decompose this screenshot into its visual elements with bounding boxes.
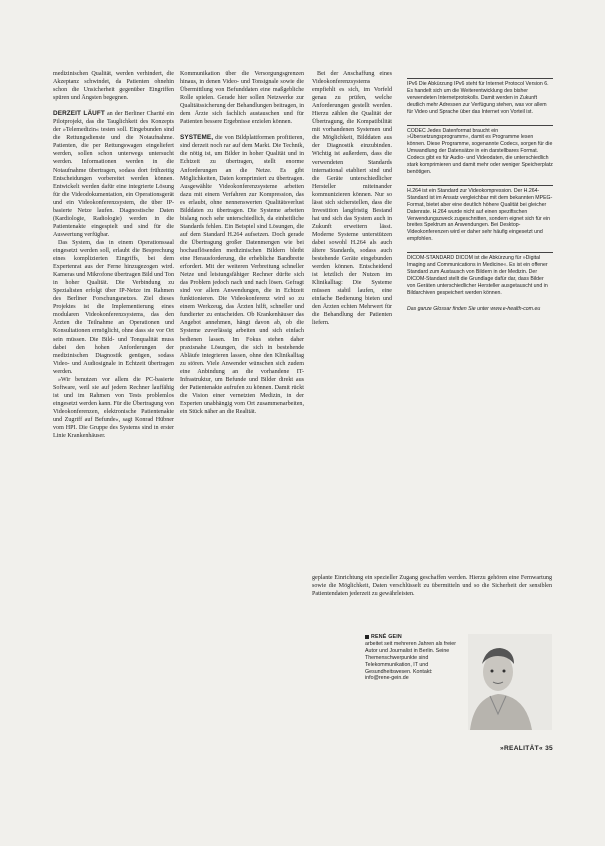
glossary-entry xyxy=(407,125,553,176)
author-photo xyxy=(468,634,552,730)
paragraph: Bei der Anschaffung eines Videokonferenzsystems empfiehlt es sich, im Vorfeld genau zu prüfen, welche Anforderungen gestellt werden. Hierzu zählen die Qualität der Übertragung, die Kompatibilität mit vorhandenen Systemen und die Möglichkeit, Bilddaten aus der Diagnostik einzubinden. Wichtig ist außerdem, dass die verwendeten Standards international etabliert sind und die Geräte unterschiedlicher Hersteller miteinander kommunizieren können. Nur so lässt sich sicherstellen, dass die Investition langfristig Bestand hat und sich das System auch in Zukunft erweitern lässt. Moderne Systeme unterstützen dabei sowohl H.264 als auch ältere Standards, sodass auch bestehende Geräte eingebunden werden können. Entscheidend ist letztlich der Nutzen im Klinikalltag: Die Systeme müssen stabil laufen, eine einfache Bedienung bieten und den Ärzten echten Mehrwert für die Behandlung der Patienten liefern. xyxy=(312,71,392,327)
paragraph xyxy=(180,134,304,416)
text-column-2 xyxy=(180,70,304,416)
lead-in: SYSTEME, xyxy=(180,134,214,142)
paragraph: Kommunikation über die Versorgungsgrenzen hinaus, in denen Video- und Tonsignale sowie die Übermittlung von Befunddaten eine maßgebliche Rolle spielen. Gerade hier sollen Netzwerke zur Qualitätssicherung der Behandlungen beitragen, in dem Ärzte sich fachlich austauschen und für Patienten bessere Ergebnisse erzielen können. xyxy=(180,71,304,126)
text-column-3 xyxy=(312,70,392,328)
footer-section-label: »REALITÄT« xyxy=(500,745,543,752)
glossary-text: CODEC Jedes Datenformat braucht ein »Übersetzungsprogramm«, damit es Programme lesen können. Diese Programme, sogenannte Codecs, sorgen für die Umwandlung der Datensätze in ein darstellbares Format. Codecs gibt es für Audio- und Videodaten, die unterschiedlich stark komprimieren und damit mehr oder weniger Speicherplatz benötigen. xyxy=(407,127,553,175)
glossary-sidebar xyxy=(407,78,553,312)
author-bio-text: arbeitet seit mehreren Jahren als freier Autor und Journalist in Berlin. Seine Themenschwerpunkte sind Telekommunikation, IT und Gesundheitswesen. Kontakt: info@rene-gein.de xyxy=(365,640,456,682)
paragraph-text: die von Bildplattformen profitieren, sind derzeit noch rar auf dem Markt. Die Technik, die nötig ist, um Bilder in hoher Qualität und in Echtzeit zu übertragen, stellt enorme Anforderungen an die Netze. Es gibt Möglichkeiten, Daten komprimiert zu übertragen. Ausgewählte Videokonferenzsysteme arbeiten dazu mit einem Verfahren zur Kompression, das es erlaubt, ohne nennenswerten Qualitätsverlust Bilddaten zu übertragen. Die Systeme arbeiten bislang noch sehr unterschiedlich, da einheitliche Standards fehlen. Ein Beispiel sind Lösungen, die auf dem Standard H.264 aufsetzen. Doch gerade die Übertragung großer Datenmengen wie bei hochauflösenden medizinischen Bildern bleibt eine Herausforderung, die erhebliche Bandbreite erfordert. Mit der weiteren Verbreitung schneller Netze und leistungsfähiger Rechner dürfte sich das Problem jedoch nach und nach lösen. Gefragt sind vor allem Anwendungen, die in Echtzeit funktionieren. Die Videokonferenz wird so zu einem Werkzeug, das Ärzten hilft, schneller und fundierter zu entscheiden. Ob Krankenhäuser das Angebot annehmen, hängt davon ab, ob die Systeme zuverlässig arbeiten und sich einfach bedienen lassen. Im Fokus stehen daher praxisnahe Lösungen, die sich in bestehende Abläufe integrieren lassen, ohne den Klinikalltag zu stören. Viele Anwender wünschen sich zudem eine Anbindung an die vorhandene IT-Infrastruktur, um Befunde und Bilder direkt aus der Patientenakte aufrufen zu können. Damit rückt die Vision einer vernetzten Medizin, in der Experten unabhängig vom Ort zusammenarbeiten, ein Stück näher an die Realität. xyxy=(180,135,304,415)
bullet-square-icon xyxy=(365,635,369,639)
glossary-text: IPv6 Die Abkürzung IPv6 steht für Internet Protocol Version 6. Es handelt sich um die Weiterentwicklung des bisher verwendeten Internetprotokolls. Damit werden in Zukunft deutlich mehr Adressen zur Verfügung stehen, was vor allem für Video und Sprache über das Internet von Vorteil ist. xyxy=(407,81,549,115)
paragraph: medizinischen Qualität, werden verhindert, die Akzeptanz schwindet, da Patienten ohnehin schon die Unsicherheit gegenüber Eingriffen spüren und Ängsten begegnen. xyxy=(53,71,174,102)
paragraph xyxy=(53,110,174,239)
glossary-note: Das ganze Glossar finden Sie unter www.e-health-com.eu xyxy=(407,305,541,312)
author-bio xyxy=(365,634,460,682)
lead-in: DERZEIT LÄUFT xyxy=(53,110,105,118)
page-footer xyxy=(500,745,553,752)
paragraph: geplante Einrichtung ein spezieller Zugang geschaffen werden. Hierzu gehören eine Fernwartung sowie die Möglichkeit, Daten verschlüsselt zu übermitteln und so die Sicherheit der sensiblen Patientendaten jederzeit zu gewährleisten. xyxy=(312,575,552,598)
glossary-entry xyxy=(407,252,553,296)
glossary-text: H.264 ist ein Standard zur Videokompression. Der H.264-Standard ist im Ansatz vergleichbar mit dem bekannten MPEG-Format, bietet aber eine deutlich höhere Qualität bei gleicher Datenrate. H.264 wurde nicht auf einen spezifischen Verwendungszweck zugeschnitten, sondern eignet sich für ein breites Spektrum an Anwendungen. Bei Desktop-Videokonferenzen wird er daher sehr häufig eingesetzt und empfohlen. xyxy=(407,187,553,243)
text-continuation xyxy=(312,574,552,598)
glossary-entry xyxy=(407,185,553,243)
page-number: 35 xyxy=(545,745,554,752)
author-name: RENÉ GEIN xyxy=(371,634,402,640)
glossary-entry xyxy=(407,78,553,116)
paragraph-text: an der Berliner Charité ein Pilotprojekt, das die Tauglichkeit des Konzepts der »Telemedizin« testen soll. Eingebunden sind die Rettungsdienste und die Notaufnahme. Patienten, die per Rettungswagen eingeliefert werden, sollen schon unterwegs untersucht werden. Informationen werden in die Notaufnahme übertragen, sodass dort frühzeitig Entscheidungen vorbereitet werden können. Entwickelt werden dafür eine integrierte Lösung für die Videodokumentation, ein Operationsgerät und ein Videokonferenzsystem, die über IP-basierte Netze laufen. Diagnostische Daten (Kardiologie, Radiologie) werden in die Patientenakte eingespielt und sind für die Auswertung verfügbar. xyxy=(53,111,174,238)
paragraph: Das System, das in einem Operationssaal eingesetzt werden soll, erlaubt die Besprechung eines komplizierten Eingriffs, bei dem Expertenrat aus der Ferne hinzugezogen wird. Kameras und Mikrofone übertragen Bild und Ton in hoher Qualität. Die Verbindung zu Spezialisten erfolgt über IP-Netze im Rahmen des Berliner Forschungsnetzes. Ziel dieses Projektes ist die Implementierung eines modularen Videokonferenzsystems, das den Ärzten die Teilnahme an Operationen und Konsultationen ermöglicht, ohne dass sie vor Ort sein müssen. Die Bild- und Tonqualität muss dabei den hohen Anforderungen der medizinischen Diagnostik genügen, sodass Video- und Audiosignale in Echtzeit übertragen werden. xyxy=(53,239,174,375)
paragraph: »Wir benutzen vor allem die PC-basierte Software, weil sie auf jedem Rechner lauffähig ist und im Rahmen von Tests problemlos eingesetzt werden kann. Für die Übertragung von Videokonferenzen, elektronische Patientenakte und Zugriff auf Befunde«, sagt Konrad Hübner vom HPI. Die Gruppe des Systems sind in erster Linie Krankenhäuser. xyxy=(53,376,174,440)
text-column-1 xyxy=(53,70,174,440)
glossary-text: DICOM-STANDARD DICOM ist die Abkürzung für »Digital Imaging and Communications in Medicine«. Es ist ein offener Standard zum Austausch von Bildern in der Medizin. Der DICOM-Standard stellt die Grundlage dafür dar, dass Bilder von Geräten unterschiedlicher Hersteller ausgetauscht und in Bildarchiven gespeichert werden können. xyxy=(407,255,548,296)
